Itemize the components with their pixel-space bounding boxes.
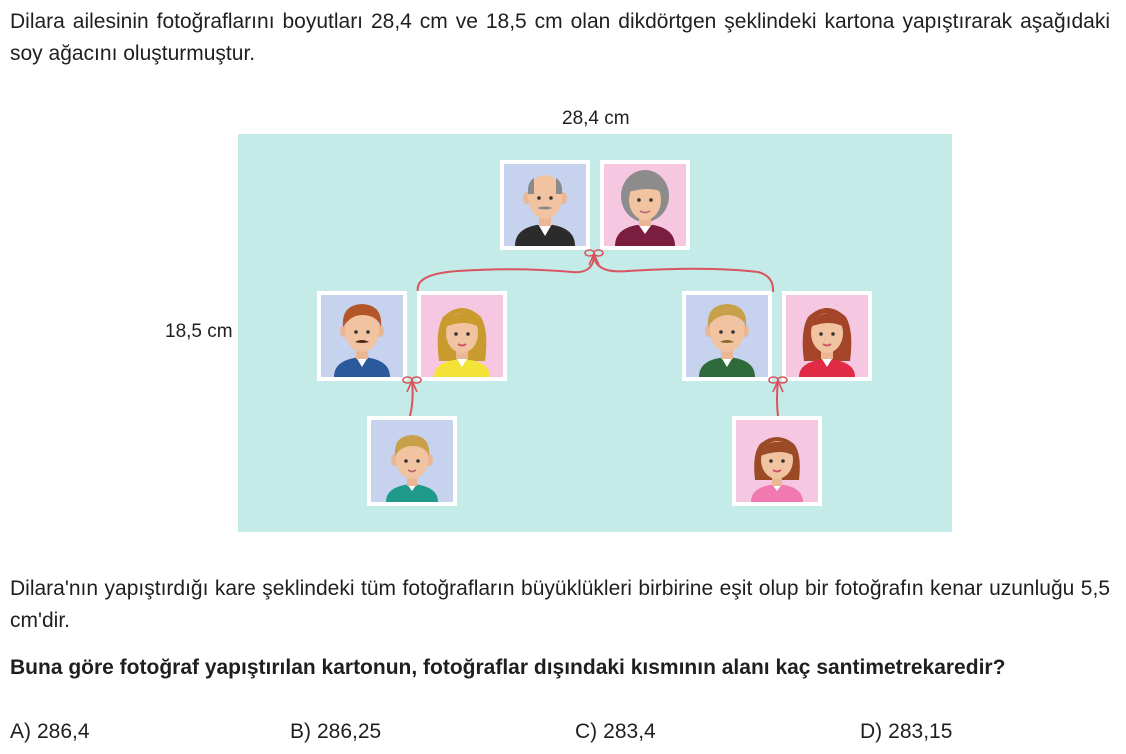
photo-boy: [367, 416, 457, 506]
option-letter: D): [860, 720, 883, 743]
boy-icon: [371, 420, 453, 502]
option-c[interactable]: [575, 716, 656, 748]
option-a[interactable]: [10, 716, 90, 748]
option-b[interactable]: [290, 716, 381, 748]
man-icon: [686, 295, 768, 377]
option-letter: A): [10, 720, 31, 743]
problem-intro: Dilara ailesinin fotoğraflarını boyutları 28,4 cm ve 18,5 cm olan dikdörtgen şeklindeki kartona yapıştırarak aşağıdaki soy ağacını oluşturmuştur.: [10, 10, 1110, 65]
option-d[interactable]: [860, 716, 952, 748]
option-letter: B): [290, 720, 311, 743]
width-label: 28,4 cm: [562, 108, 630, 129]
photo-left-father: [317, 291, 407, 381]
girl-icon: [736, 420, 818, 502]
photo-right-father: [682, 291, 772, 381]
photo-grandfather: [500, 160, 590, 250]
option-letter: C): [575, 720, 598, 743]
woman-icon: [786, 295, 868, 377]
family-tree-figure: [238, 134, 952, 532]
photo-grandmother: [600, 160, 690, 250]
option-value: 286,25: [317, 720, 382, 743]
option-value: 283,4: [603, 720, 656, 743]
photo-girl: [732, 416, 822, 506]
option-value: 283,15: [888, 720, 953, 743]
question-text: Buna göre fotoğraf yapıştırılan kartonun, fotoğraflar dışındaki kısmının alanı kaç santimetrekaredir?: [10, 656, 1006, 679]
photo-left-mother: [417, 291, 507, 381]
man-icon: [321, 295, 403, 377]
option-value: 286,4: [37, 720, 90, 743]
woman-icon: [421, 295, 503, 377]
grandfather-icon: [504, 164, 586, 246]
bow-icon: [585, 250, 603, 265]
height-label: 18,5 cm: [165, 321, 233, 342]
family-tree-board: [238, 134, 952, 532]
problem-description: Dilara'nın yapıştırdığı kare şeklindeki tüm fotoğrafların büyüklükleri birbirine eşit olup bir fotoğrafın kenar uzunluğu 5,5 cm'dir.: [10, 577, 1110, 632]
grandmother-icon: [604, 164, 686, 246]
photo-right-mother: [782, 291, 872, 381]
